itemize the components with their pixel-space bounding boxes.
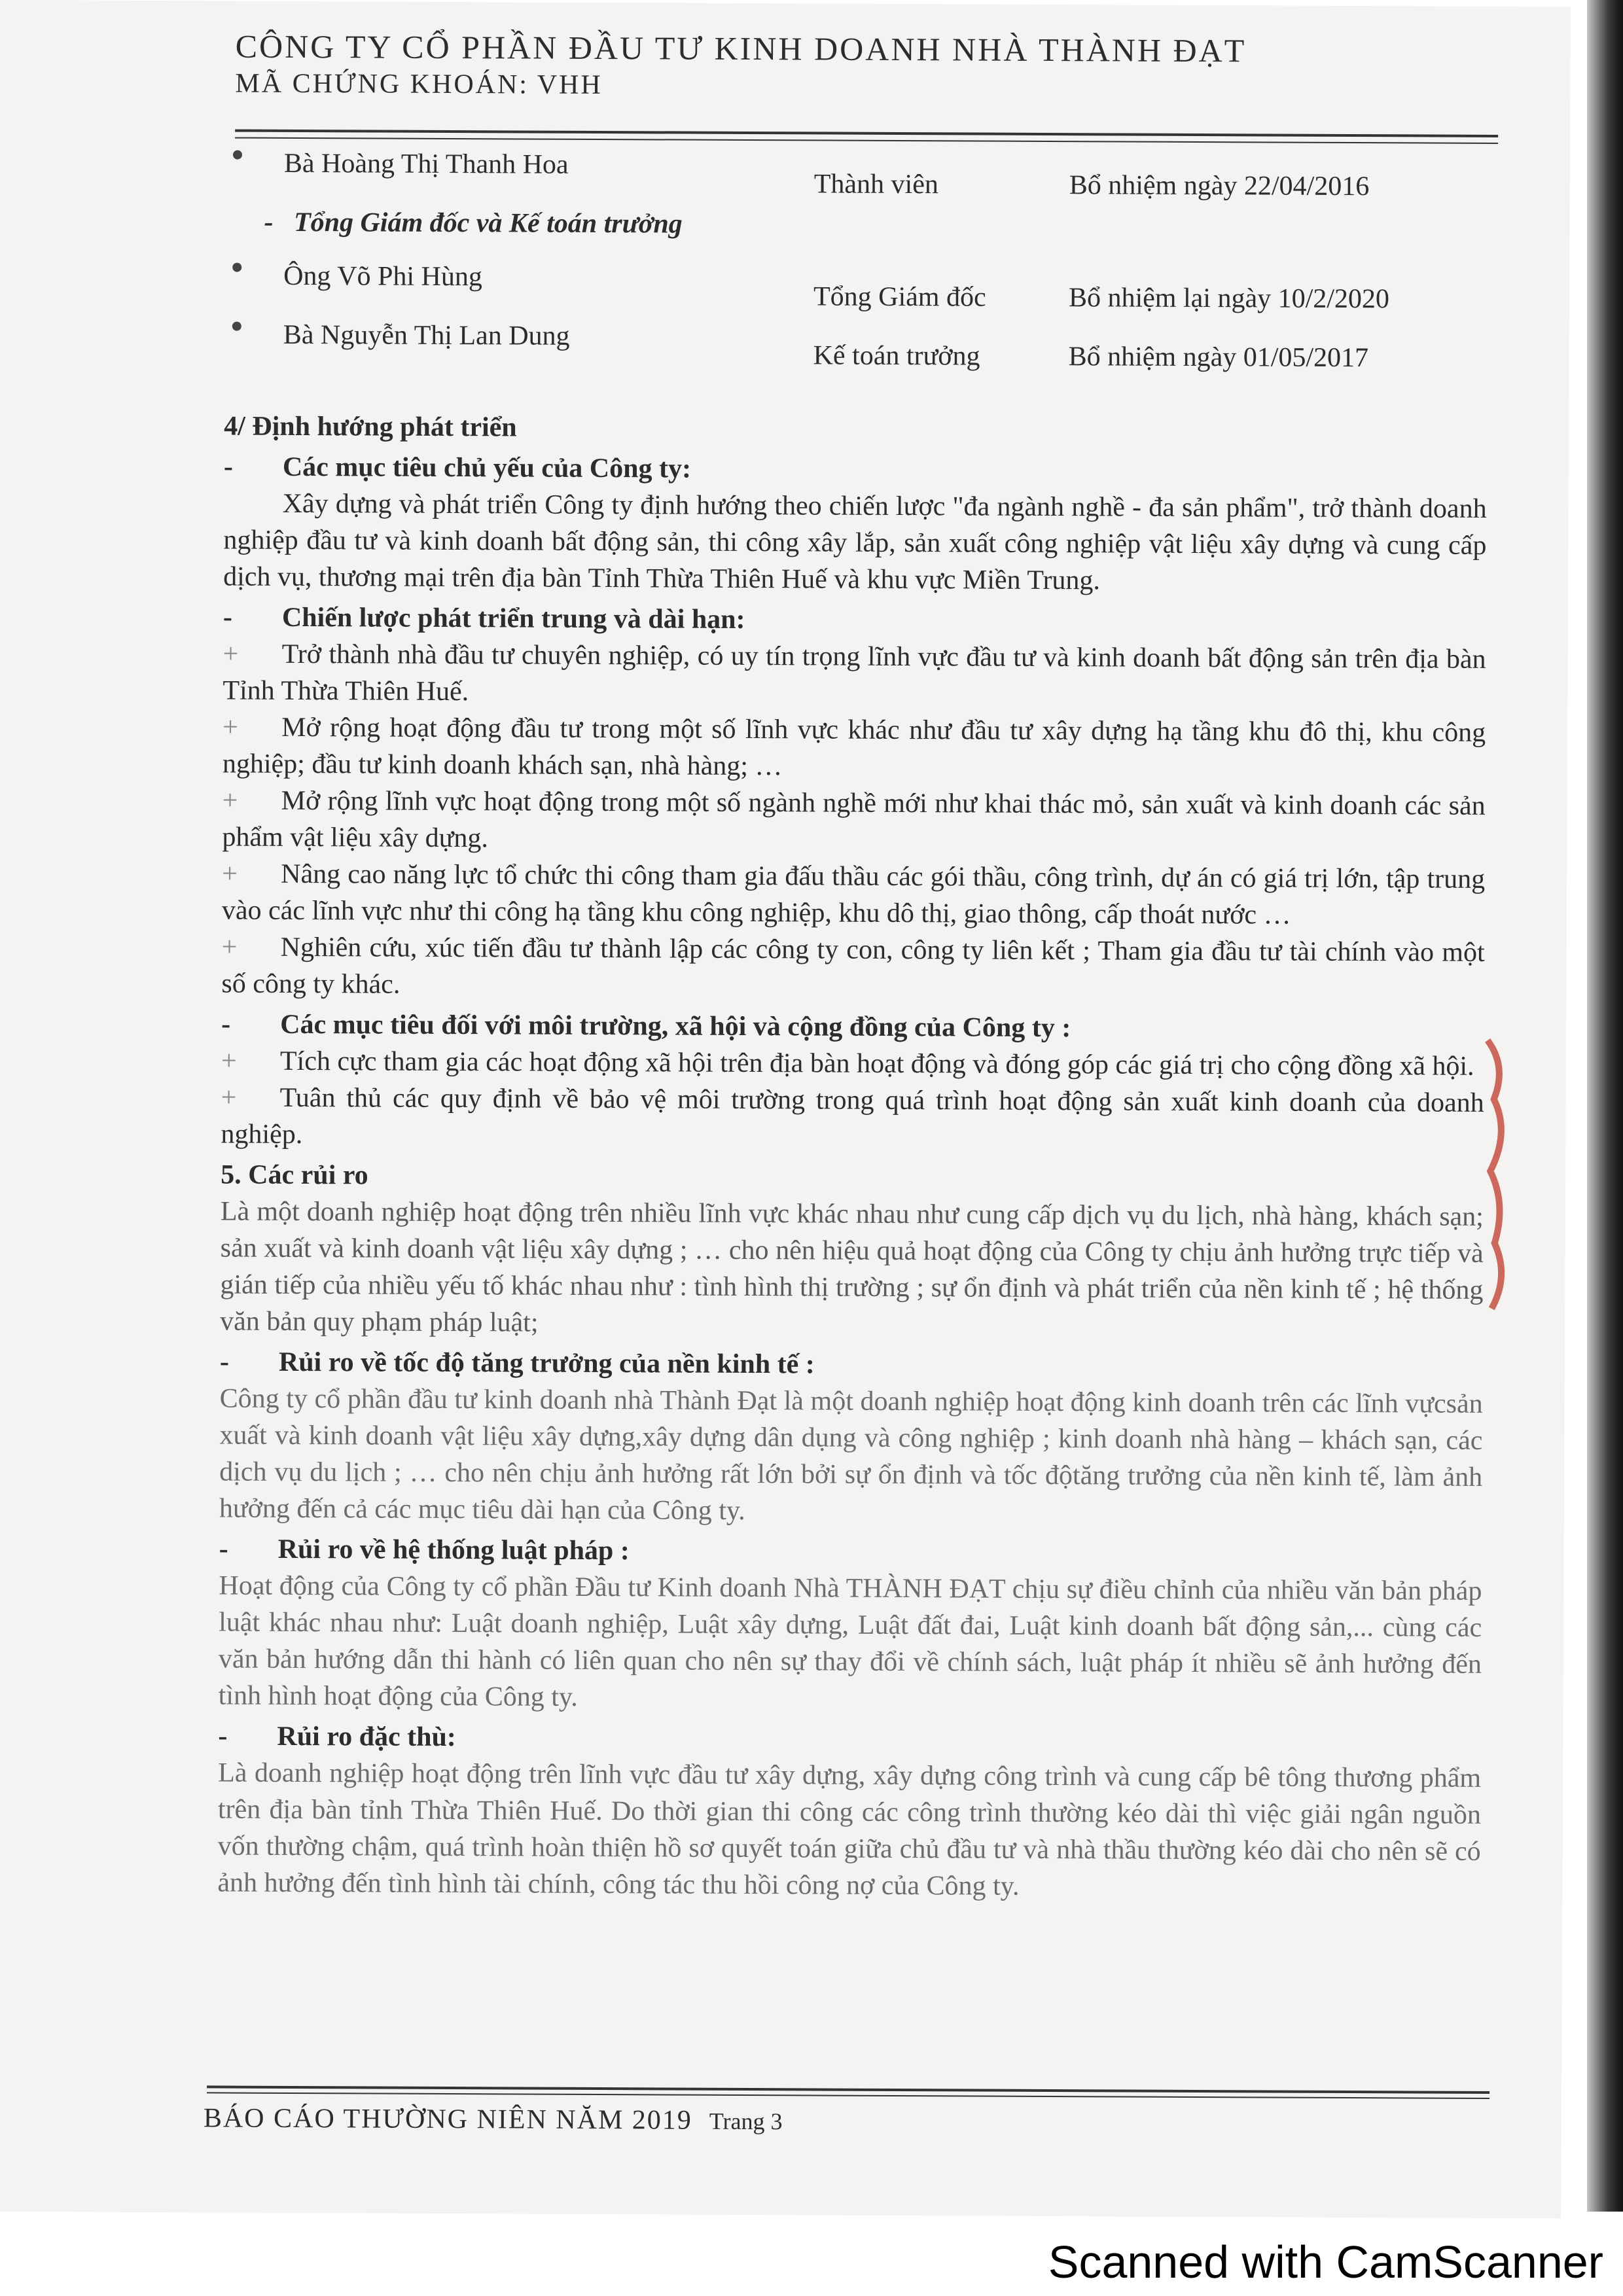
env-item: + Tích cực tham gia các hoạt động xã hội trên địa bàn hoạt động và đóng góp các giá trị cho cộng đồng xã hội. [221,1046,1474,1082]
footer-rule [207,2085,1489,2099]
risk-2-text: Hoạt động của Công ty cổ phần Đầu tư Kinh doanh Nhà THÀNH ĐẠT chịu sự điều chỉnh của nhiều văn bản pháp luật khác nhau như: Luật doanh nghiệp, Luật xây dựng, Luật đất đai, Luật kinh doanh bất động sản,... cùng các văn bản hướng dẫn thi hành có liên quan cho nên sự thay đổi về chính sách, luật pháp ít nhiều sẽ ảnh hưởng đến tình hình hoạt động của Công ty. [218,1570,1482,1712]
section-4-title: 4/ Định hướng phát triển [224,411,517,443]
strategy-title: - Chiến lược phát triển trung và dài hạn: [223,602,745,635]
executive-appointment: Bổ nhiệm ngày 01/05/2017 [1068,342,1369,374]
strategy-item: + Mở rộng hoạt động đầu tư trong một số lĩnh vực khác như đầu tư xây dựng hạ tầng khu đô thị, khu công nghiệp; đầu tư kinh doanh khách sạn, nhà hàng; … [222,712,1486,782]
bullet-icon [232,322,241,331]
section-5-title: 5. Các rủi ro [221,1159,368,1191]
page-content [217,145,1488,1907]
header-rule [235,130,1498,144]
company-name: CÔNG TY CỔ PHẦN ĐẦU TƯ KINH DOANH NHÀ THÀNH ĐẠT [235,27,1247,69]
member-row [225,145,1488,209]
executive-role: Kế toán trưởng [813,340,980,372]
report-title: BÁO CÁO THƯỜNG NIÊN NĂM 2019 [203,2103,692,2136]
executive-role: Tổng Giám đốc [813,281,986,313]
page-header [235,27,1498,105]
risk-2-title: - Rủi ro về hệ thống luật pháp : [219,1534,630,1566]
member-name: Bà Hoàng Thị Thanh Hoa [283,148,569,180]
strategy-item: + Nghiên cứu, xúc tiến đầu tư thành lập các công ty con, công ty liên kết ; Tham gia đầu tư tài chính vào một số công ty khác. [221,932,1485,1000]
camscanner-watermark: Scanned with CamScanner [1048,2236,1603,2287]
risk-3-title: - Rủi ro đặc thù: [218,1721,456,1753]
member-role: Thành viên [813,169,938,200]
risk-1-text: Công ty cổ phần đầu tư kinh doanh nhà Thành Đạt là một doanh nghiệp hoạt động kinh doanh trên các lĩnh vựcsản xuất và kinh doanh vật liệu xây dựng,xây dựng dân dụng và công nghiệp ; kinh doanh nhà hàng – khách sạn, các dịch vụ du lịch ; … cho nên chịu ảnh hưởng rất lớn bởi sự ổn định và tốc độtăng trưởng của nền kinh tế, làm ảnh hưởng đến cả các mục tiêu dài hạn của Công ty. [219,1383,1483,1526]
risk-intro: Là một doanh nghiệp hoạt động trên nhiều lĩnh vực khác nhau như cung cấp dịch vụ du lịch, nhà hàng, khách sạn; sản xuất và kinh doanh vật liệu xây dựng ; … cho nên hiệu quả hoạt động của Công ty chịu ảnh hưởng trực tiếp và gián tiếp của nhiều yếu tố khác nhau như : tình hình thị trường ; sự ổn định và phát triển của nền kinh tế ; hệ thống văn bản quy phạm pháp luật; [220,1196,1484,1338]
executive-name: Ông Võ Phi Hùng [283,260,483,292]
page-number: Trang 3 [709,2108,783,2135]
bullet-icon [232,263,241,272]
env-title: - Các mục tiêu đối với môi trường, xã hội và cộng đồng của Công ty : [221,1009,1071,1044]
goals-title: - Các mục tiêu chủ yếu của Công ty: [223,451,692,484]
risk-1-title: - Rủi ro về tốc độ tăng trưởng của nền kinh tế : [219,1347,815,1380]
page-footer [204,2102,783,2136]
stock-ticker: MÃ CHỨNG KHOÁN: VHH [235,68,603,101]
member-appointment: Bổ nhiệm ngày 22/04/2016 [1069,170,1370,202]
exec-heading: - Tổng Giám đốc và Kế toán trưởng [264,207,683,239]
executive-appointment: Bổ nhiệm lại ngày 10/2/2020 [1068,283,1390,315]
strategy-item: + Mở rộng lĩnh vực hoạt động trong một số ngành nghề mới như khai thác mỏ, sản xuất và kinh doanh các sản phẩm vật liệu xây dựng. [222,785,1486,854]
strategy-item: + Nâng cao năng lực tổ chức thi công tham gia đấu thầu các gói thầu, công trình, dự án có giá trị lớn, tập trung vào các lĩnh vực như thi công hạ tầng khu công nghiệp, khu dô thị, giao thông, cấp thoát nước … [221,858,1486,930]
executive-row [224,258,1488,322]
scanner-edge [1587,0,1623,2212]
env-item: + Tuân thủ các quy định về bảo vệ môi trường trong quá trình hoạt động sản xuất kinh doanh của doanh nghiệp. [221,1082,1484,1150]
executive-row [224,317,1488,381]
bullet-icon [233,150,242,160]
risk-3-text: Là doanh nghiệp hoạt động trên lĩnh vực đầu tư xây dựng, xây dựng công trình và cung cấp bê tông thương phẩm trên địa bàn tỉnh Thừa Thiên Huế. Do thời gian thi công các công trình thường kéo dài thì việc giải ngân nguồn vốn thường chậm, quá trình hoàn thiện hồ sơ quyết toán giữa chủ đầu tư và nhà thầu thường kéo dài cho nên sẽ có ảnh hưởng đến tình hình tài chính, công tác thu hồi công nợ của Công ty. [217,1757,1482,1901]
strategy-item: + Trở thành nhà đầu tư chuyên nghiệp, có uy tín trọng lĩnh vực đầu tư và kinh doanh bất động sản trên địa bàn Tỉnh Thừa Thiên Huế. [223,639,1486,707]
red-stamp-mark [1480,1027,1520,1315]
goals-text: Xây dựng và phát triển Công ty định hướng theo chiến lược "đa ngành nghề - đa sản phẩm", trở thành doanh nghiệp đầu tư và kinh doanh bất động sản, thi công xây lắp, sản xuất công nghiệp vật liệu xây dựng và cung cấp dịch vụ, thương mại trên địa bàn Tỉnh Thừa Thiên Huế và khu vực Miền Trung. [223,488,1487,596]
executive-name: Bà Nguyễn Thị Lan Dung [283,319,570,351]
